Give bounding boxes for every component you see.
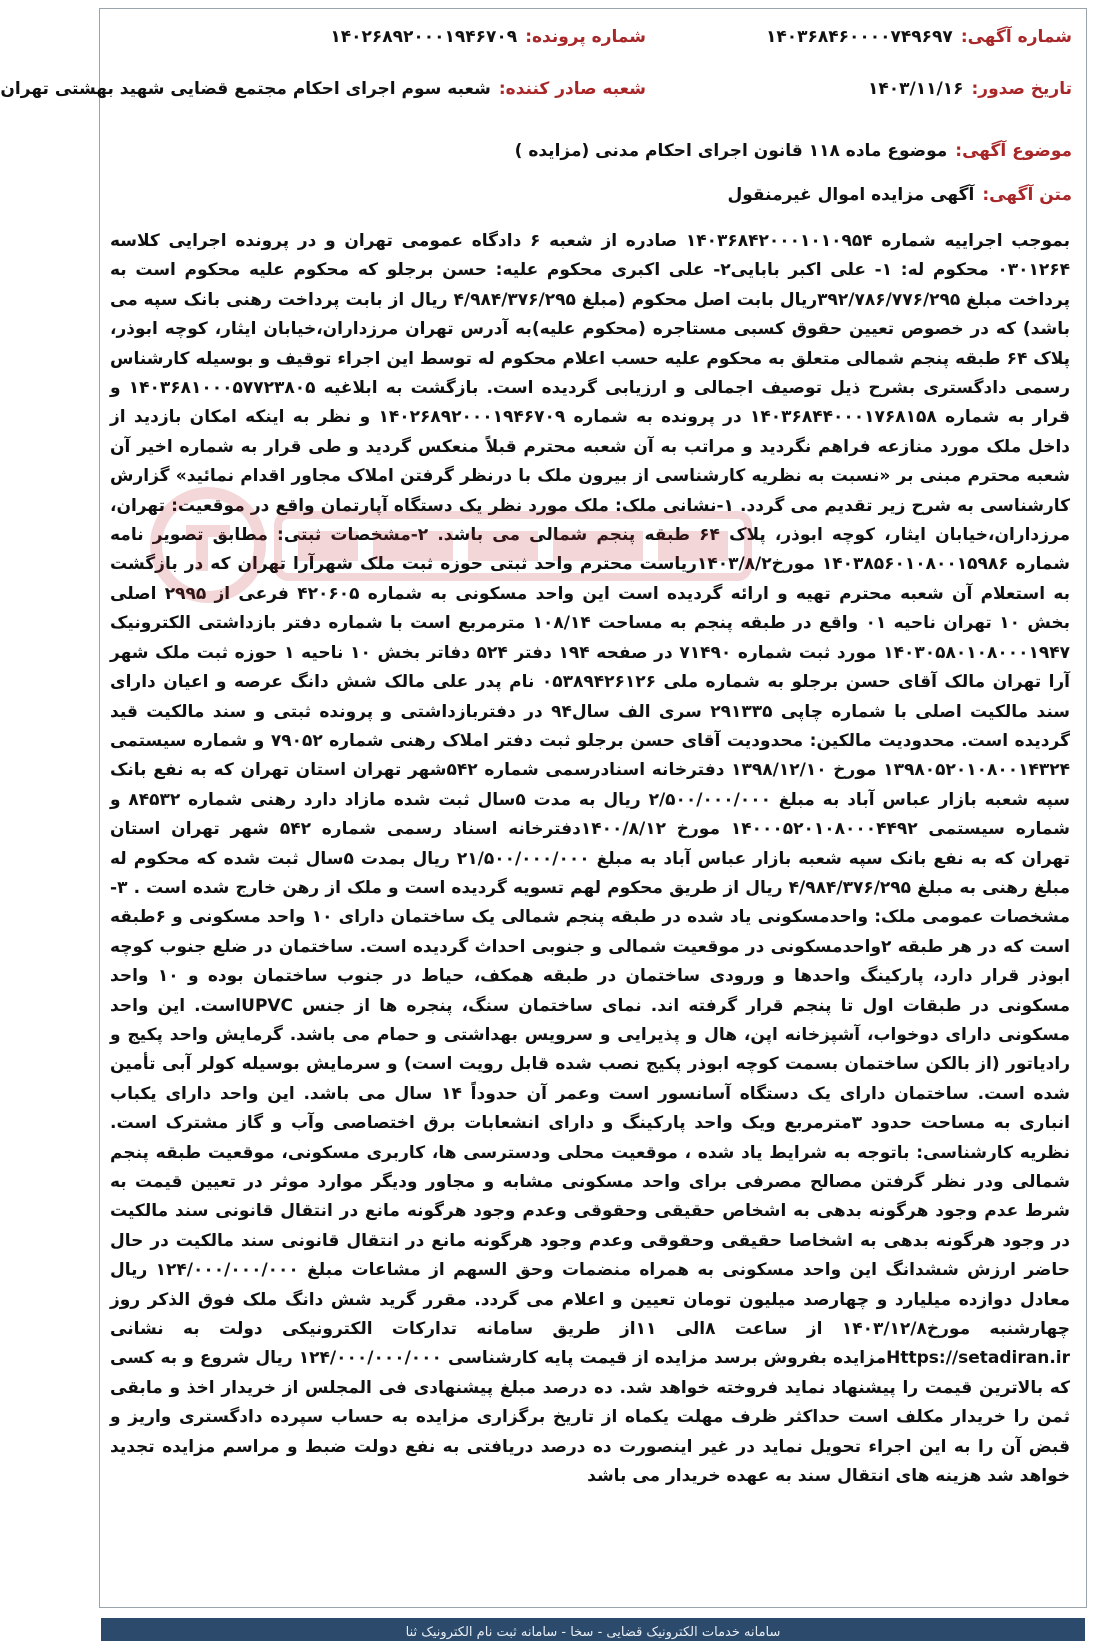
subject-label: موضوع آگهی: (955, 141, 1072, 161)
footer-bar (101, 1618, 1085, 1641)
notice-text (727, 185, 1072, 205)
case-number (330, 27, 646, 47)
notice-body (110, 227, 1070, 1491)
notice-text-value: آگهی مزایده اموال غیرمنقول (727, 185, 975, 205)
subject-row (100, 141, 1086, 175)
case-number-label: شماره پرونده: (525, 27, 646, 47)
notice-text-row (100, 185, 1086, 219)
issue-date (868, 79, 1072, 99)
notice-frame (0, 8, 1087, 1608)
case-number-value: ۱۴۰۲۶۸۹۲۰۰۰۱۹۴۶۷۰۹ (330, 27, 518, 47)
issue-date-value: ۱۴۰۳/۱۱/۱۶ (868, 79, 964, 99)
footer-text: سامانه خدمات الکترونیک قضایی - سخا - سامانه ثبت نام الکترونیک ثنا (405, 1625, 781, 1640)
notice-number-label: شماره آگهی: (960, 27, 1072, 47)
notice-body-paragraph: بموجب اجراییه شماره ۱۴۰۳۶۸۴۲۰۰۰۱۰۱۰۹۵۴ صادره از شعبه ۶ دادگاه عمومی تهران و در پرونده اجرایی کلاسه ۰۳۰۱۲۶۴ محکوم له: ۱- علی اکبر بابایی۲- علی اکبری محکوم علیه: حسن برجلو که محکوم علیه محکوم است به پرداخت مبلغ ۳۹۲/۷۸۶/۷۷۶/۲۹۵ریال بابت اصل محکوم (مبلغ ۴/۹۸۴/۳۷۶/۲۹۵ ریال از بابت پرداخت رهنی بانک سپه می باشد) که در خصوص تعیین حقوق کسبی مستاجره (محکوم علیه)به آدرس تهران مرزداران،خیابان ایثار، کوچه ابوذر، پلاک ۶۴ طبقه پنجم شمالی متعلق به محکوم علیه حسب اعلام محکوم له توسط این اجراء توقیف و بوسیله کارشناس رسمی دادگستری بشرح ذیل توصیف اجمالی و ارزیابی گردیده است. بازگشت به ابلاغیه ۱۴۰۳۶۸۱۰۰۰۵۷۷۲۳۸۰۵ و قرار به شماره ۱۴۰۳۶۸۴۴۰۰۰۱۷۶۸۱۵۸ در پرونده به شماره ۱۴۰۲۶۸۹۲۰۰۰۱۹۴۶۷۰۹ و نظر به اینکه امکان بازدید از داخل ملک مورد منازعه فراهم نگردید و مراتب به آن شعبه محترم قبلاً منعکس گردید و طی قرار به شماره اخیر آن شعبه محترم مبنی بر «نسبت به نظریه کارشناسی از بیرون ملک با درنظر گرفتن املاک مجاور اقدام نمائید» گزارش کارشناسی به شرح زیر تقدیم می گردد. ۱-نشانی ملک: ملک مورد نظر یک دستگاه آپارتمان واقع در موقعیت: تهران، مرزداران،خیابان ایثار، کوچه ابوذر، پلاک ۶۴ طبقه پنجم شمالی می باشد. ۲-مشخصات ثبتی: مطابق تصویر نامه شماره ۱۴۰۳۸۵۶۰۱۰۸۰۰۱۵۹۸۶ مورخ۱۴۰۳/۸/۲ریاست محترم واحد ثبتی حوزه ثبت ملک شهرآرا تهران که در بازگشت به استعلام آن شعبه محترم تهیه و ارائه گردیده است این واحد مسکونی به شماره ۴۲۰۶۰۵ فرعی از ۲۹۹۵ اصلی بخش ۱۰ تهران ناحیه ۰۱ واقع در طبقه پنجم به مساحت ۱۰۸/۱۴ مترمربع است با شماره دفتر بازداشتی الکترونیک ۱۴۰۳۰۵۸۰۱۰۸۰۰۰۱۹۴۷ مورد ثبت شماره ۷۱۴۹۰ در صفحه ۱۹۴ دفتر ۵۲۴ دفاتر بخش ۱۰ ناحیه ۱ حوزه ثبت ملک شهر آرا تهران مالک آقای حسن برجلو به شماره ملی ۰۵۳۸۹۴۲۶۱۲۶ نام پدر علی مالک شش دانگ عرصه و اعیان دارای سند مالکیت اصلی با شماره چاپی ۲۹۱۳۳۵ سری الف سال۹۴ در دفتربازداشتی و پرونده ثبتی و سند مالکیت قید گردیده است. محدودیت مالکین: محدودیت آقای حسن برجلو ثبت دفتر املاک رهنی شماره ۷۹۰۵۲ و شماره سیستمی ۱۳۹۸۰۵۲۰۱۰۸۰۰۱۴۳۲۴ مورخ ۱۳۹۸/۱۲/۱۰ دفترخانه اسنادرسمی شماره ۵۴۲شهر تهران استان تهران که به نفع بانک سپه شعبه بازار عباس آباد به مبلغ ۲/۵۰۰/۰۰۰/۰۰۰ ریال به مدت ۵سال ثبت شده مازاد دارد رهنی شماره ۸۴۵۳۲ و شماره سیستمی ۱۴۰۰۰۵۲۰۱۰۸۰۰۰۴۴۹۲ مورخ ۱۴۰۰/۸/۱۲دفترخانه اسناد رسمی شماره ۵۴۲ شهر تهران استان تهران که به نفع بانک سپه شعبه بازار عباس آباد به مبلغ ۲۱/۵۰۰/۰۰۰/۰۰۰ ریال بمدت ۵سال ثبت شده که محکوم له مبلغ رهنی به مبلغ ۴/۹۸۴/۳۷۶/۲۹۵ ریال از طریق محکوم لهم تسویه گردیده است و ملک از رهن خارج شده است . ۳-مشخصات عمومی ملک: واحدمسکونی یاد شده در طبقه پنجم شمالی یک ساختمان دارای ۱۰ واحد مسکونی و ۶طبقه است که در هر طبقه ۲واحدمسکونی در موقعیت شمالی و جنوبی احداث گردیده است. ساختمان در ضلع جنوب کوچه ابوذر قرار دارد، پارکینگ واحدها و ورودی ساختمان در طبقه همکف، حیاط در جنوب ساختمان بوده و ۱۰ واحد مسکونی در طبقات اول تا پنجم قرار گرفته اند. نمای ساختمان سنگ، پنجره ها از جنس UPVCاست. این واحد مسکونی دارای دوخواب، آشپزخانه اپن، هال و پذیرایی و سرویس بهداشتی و حمام می باشد. گرمایش واحد پکیج و رادیاتور (از بالکن ساختمان بسمت کوچه ابوذر پکیج نصب شده قابل رویت است) و سرمایش بوسیله کولر آبی تأمین شده است. ساختمان دارای یک دستگاه آسانسور است وعمر آن حدوداً ۱۴ سال می باشد. این واحد دارای یکباب انباری به مساحت حدود ۳مترمربع ویک واحد پارکینگ و دارای انشعابات برق اختصاصی وآب و گاز مشترک است. نظریه کارشناسی: باتوجه به شرایط یاد شده ، موقعیت محلی ودسترسی ها، کاربری مسکونی، موقعیت طبقه پنجم شمالی ودر نظر گرفتن مصالح مصرفی برای واحد مسکونی مشابه و مجاور ودیگر موارد موثر در تعیین قیمت به شرط عدم وجود هرگونه بدهی به اشخاص حقیقی وحقوقی وعدم وجود هرگونه مانع در انتقال قانونی سند مالکیت در وجود هرگونه بدهی به اشخاصا حقیقی وحقوقی وعدم وجود هرگونه مانع در انتقال قانونی سند مالکیت در حال حاضر ارزش ششدانگ این واحد مسکونی به همراه منضمات وحق السهم از مشاعات مبلغ ۱۲۴/۰۰۰/۰۰۰/۰۰۰ ریال معادل دوازده میلیارد و چهارصد میلیون تومان تعیین و اعلام می گردد. مقرر گرید شش دانگ ملک فوق الذکر روز چهارشنبه مورخ۱۴۰۳/۱۲/۸ از ساعت ۸الی ۱۱از طریق سامانه تدارکات الکترونیکی دولت به نشانی Https://setadiran.irمزایده بفروش برسد مزایده از قیمت پایه کارشناسی ۱۲۴/۰۰۰/۰۰۰/۰۰۰ ریال شروع و به کسی که بالاترین قیمت را پیشنهاد نماید فروخته خواهد شد. ده درصد مبلغ پیشنهادی فی المجلس از خریدار اخذ و مابقی ثمن را خریدار مکلف است حداکثر ظرف مهلت یکماه از تاریخ برگزاری مزایده به حساب سپرده دادگستری واریز و قبض آن را به این اجراء تحویل نماید در غیر اینصورت ده درصد دریافتی به نفع دولت ضبط و مراسم مزایده تجدید خواهد شد هزینه های انتقال سند به عهده خریدار می باشد (110, 231, 1071, 1487)
subject-value: موضوع ماده ۱۱۸ قانون اجرای احکام مدنی (مزایده ) (514, 141, 948, 161)
issuing-branch-label: شعبه صادر کننده: (498, 79, 646, 99)
header-row-1 (100, 27, 1086, 61)
header-row-2 (0, 79, 1086, 113)
notice-text-label: متن آگهی: (982, 185, 1072, 205)
issuing-branch-value: شعبه سوم اجرای احکام مجتمع قضایی شهید بهشتی تهران (0, 79, 491, 99)
issuing-branch (0, 79, 646, 99)
notice-number-value: ۱۴۰۳۶۸۴۶۰۰۰۰۷۴۹۶۹۷ (766, 27, 953, 47)
notice-number (766, 27, 1072, 47)
subject (515, 141, 1072, 161)
issue-date-label: تاریخ صدور: (971, 79, 1072, 99)
